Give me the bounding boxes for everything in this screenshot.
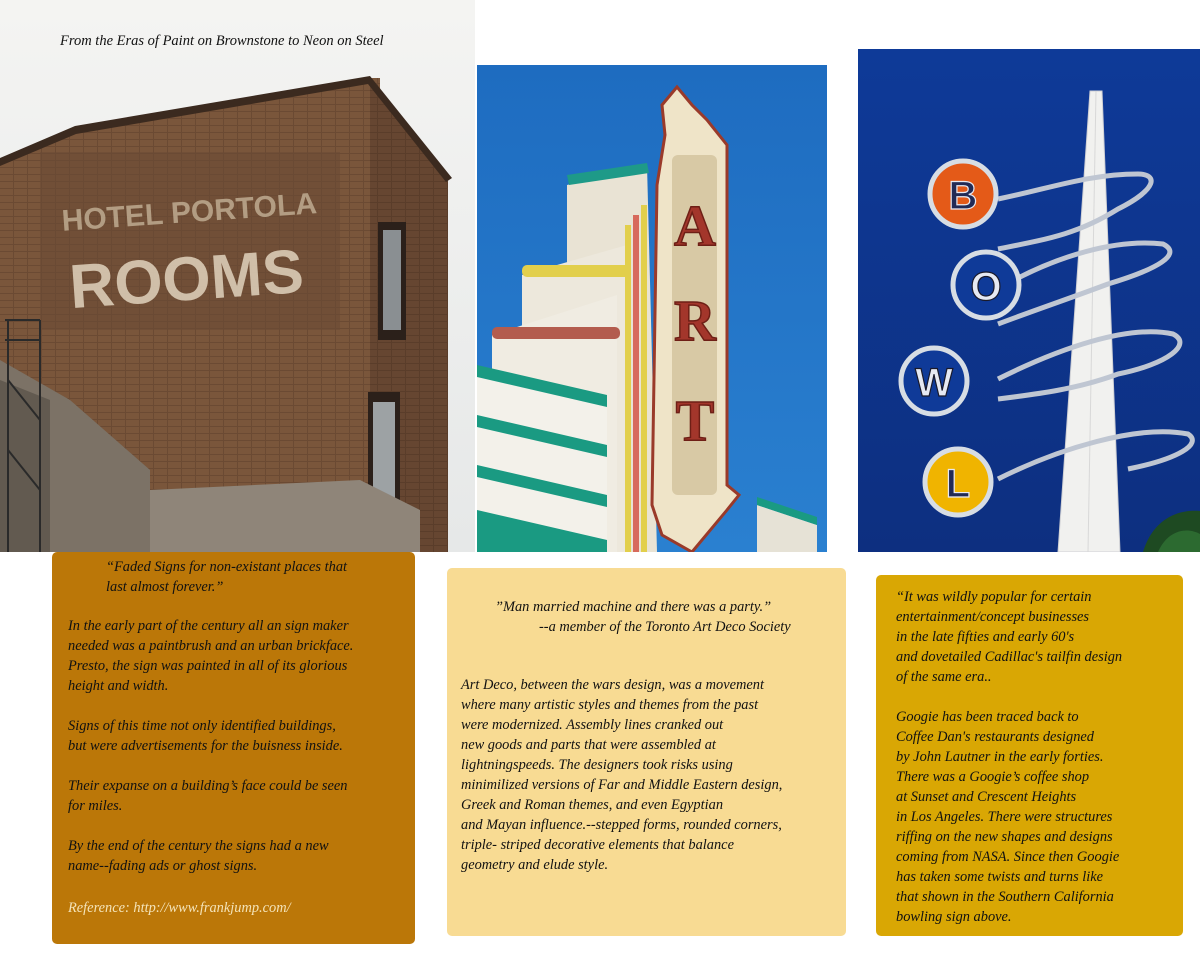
bowl-letter-b: B [948, 174, 978, 218]
art-sign-text: A R T [674, 193, 716, 453]
reference-link[interactable]: Reference: http://www.frankjump.com/ [68, 900, 291, 916]
art-deco-body: Art Deco, between the wars design, was a movement where many artistic styles and themes from the past were modernized. Assembly lines cranked out new goods and parts that were assembled at lightningspeeds. The designers took risks using minimilized versions of Far and Middle Eastern design, Greek and Roman themes, and even Egyptian and Mayan influence.--stepped forms, rounded corners, triple- striped decorative elements that balance geometry and elude style. [461, 677, 783, 873]
art-deco-sign-photo [477, 65, 827, 552]
faded-signs-paragraph: Their expanse on a building’s face could be seen for miles. [68, 778, 348, 814]
bowl-letter-o: O [970, 265, 1002, 309]
googie-box [876, 575, 1183, 936]
bowl-letter-l: L [945, 462, 971, 506]
art-deco-box [447, 568, 846, 936]
ghost-sign [40, 152, 340, 330]
faded-signs-paragraph: Signs of this time not only identified buildings, but were advertisements for the buisness inside. [68, 718, 343, 754]
faded-signs-paragraph: By the end of the century the signs had a new name--fading ads or ghost signs. [68, 838, 329, 874]
ghost-sign-line2: ROOMS [67, 236, 306, 323]
faded-signs-box [52, 552, 415, 944]
googie-quote: “It was wildly popular for certain entertainment/concept businesses in the late fifties and early 60's and dovetailed Cadillac's tailfin design of the same era.. [896, 589, 1123, 685]
ghost-sign-line1: HOTEL PORTOLA [60, 187, 318, 238]
page-title: From the Eras of Paint on Brownstone to Neon on Steel [60, 33, 384, 49]
faded-signs-quote: “Faded Signs for non-existant places that last almost forever.” [106, 559, 348, 595]
googie-body: Googie has been traced back to Coffee Dan's restaurants designed by John Lautner in the early forties. There was a Googie’s coffee shop at Sunset and Crescent Heights in Los Angeles. There were structures riffing on the new shapes and designs coming from NASA. Since then Googie has taken some twists and turns like that shown in the Southern California bowling sign above. [896, 709, 1120, 925]
art-deco-attribution: --a member of the Toronto Art Deco Society [539, 619, 791, 635]
faded-signs-paragraph: In the early part of the century all an sign maker needed was a paintbrush and an urban brickface. Presto, the sign was painted in all of its glorious height and width. [68, 618, 354, 694]
bowl-sign-photo [858, 49, 1200, 552]
brick-building-photo [0, 0, 475, 552]
bowl-letter-w: W [915, 361, 953, 405]
art-deco-quote: ”Man married machine and there was a party.” [495, 599, 772, 615]
